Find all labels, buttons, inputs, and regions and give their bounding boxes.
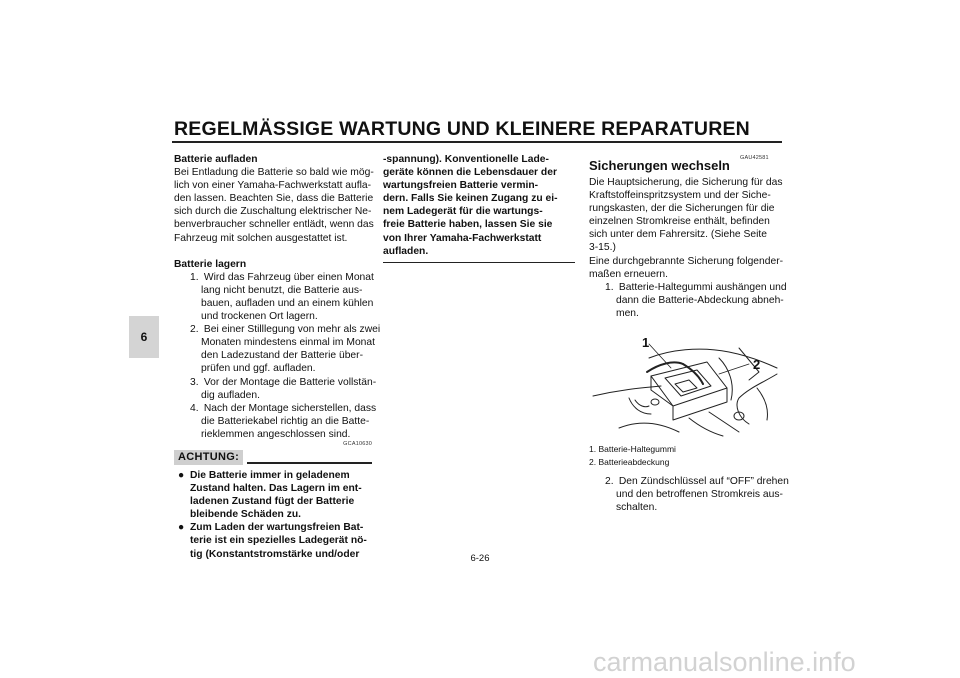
caution-end-divider bbox=[383, 262, 575, 264]
battery-illustration bbox=[589, 328, 782, 443]
caution-header bbox=[174, 450, 372, 465]
body-line: Kraftstoffeinspritzsystem und der Siche- bbox=[589, 190, 771, 202]
body-line: Die Hauptsicherung, die Sicherung für das bbox=[589, 177, 783, 188]
body-line: Eine durchgebrannte Sicherung folgender- bbox=[589, 255, 784, 267]
list-item: 3. Vor der Montage die Batterie vollstän- bbox=[190, 376, 377, 388]
caution-continued-line: wartungsfreien Batterie vermin- bbox=[383, 180, 539, 192]
page-number: 6-26 bbox=[470, 553, 490, 564]
caution-continued-line: freie Batterie haben, lassen Sie sie bbox=[383, 219, 553, 231]
column-1 bbox=[174, 153, 381, 561]
list-item: 1. Wird das Fahrzeug über einen Monat bbox=[190, 271, 374, 283]
list-number: 4. bbox=[190, 402, 199, 414]
body-line: lich von einer Yamaha-Fachwerkstatt aufla- bbox=[174, 180, 372, 192]
bullet-icon: ● bbox=[178, 522, 185, 534]
list-item-line: prüfen und ggf. aufladen. bbox=[201, 363, 316, 375]
figure-caption: 2. Batterieabdeckung bbox=[589, 457, 670, 468]
chapter-tab[interactable]: 6 bbox=[129, 316, 159, 358]
list-number: 3. bbox=[190, 376, 199, 388]
page-title: REGELMÄSSIGE WARTUNG UND KLEINERE REPARATUREN bbox=[174, 118, 750, 140]
list-item-line: die Batteriekabel richtig an die Batte- bbox=[201, 415, 370, 427]
list-item-line: und den betroffenen Stromkreis aus- bbox=[616, 489, 783, 501]
body-line: einzelnen Stromkreise enthält, befinden bbox=[589, 216, 770, 228]
list-number: 1. bbox=[190, 271, 199, 283]
list-item-line: lang nicht benutzt, die Batterie aus- bbox=[201, 284, 363, 296]
list-item-line: rieklemmen angeschlossen sind. bbox=[201, 428, 351, 440]
list-item: 2. Den Zündschlüssel auf “OFF” drehen bbox=[605, 476, 789, 488]
list-number: 2. bbox=[605, 476, 614, 488]
list-item-line: und trockenen Ort lagern. bbox=[201, 311, 318, 323]
list-number: 2. bbox=[190, 324, 199, 336]
reference-code: GAU42581 bbox=[740, 155, 769, 161]
list-item: 1. Batterie-Haltegummi aushängen und bbox=[605, 281, 787, 293]
reference-code: GCA10630 bbox=[343, 440, 372, 447]
list-item-line: Monaten mindestens einmal im Monat bbox=[201, 337, 375, 349]
list-number: 1. bbox=[605, 281, 614, 293]
caution-continued-line: dern. Falls Sie keinen Zugang zu ei- bbox=[383, 193, 558, 205]
body-line: Fahrzeug mit solchen ausgestattet ist. bbox=[174, 232, 348, 244]
caution-continued-line: nem Ladegerät für die wartungs- bbox=[383, 206, 543, 218]
caution-continued-line: von Ihrer Yamaha-Fachwerkstatt bbox=[383, 232, 542, 244]
figure-caption: 1. Batterie-Haltegummi bbox=[589, 444, 676, 455]
caution-continued-line: aufladen. bbox=[383, 245, 429, 257]
list-item-line: bauen, aufladen und an einem kühlen bbox=[201, 297, 374, 309]
body-line: maßen erneuern. bbox=[589, 268, 668, 280]
list-item: 4. Nach der Montage sicherstellen, dass bbox=[190, 402, 377, 414]
list-item-line: dig aufladen. bbox=[201, 389, 260, 401]
section-heading-store: Batterie lagern bbox=[174, 258, 247, 270]
bullet-icon: ● bbox=[178, 469, 185, 481]
body-line: den lassen. Beachten Sie, dass die Batterie bbox=[174, 193, 374, 205]
title-divider bbox=[172, 141, 782, 143]
body-line: 3-15.) bbox=[589, 242, 616, 254]
column-2 bbox=[383, 153, 575, 263]
caution-label: ACHTUNG: bbox=[174, 450, 243, 465]
watermark: carmanualsonline.info bbox=[593, 647, 856, 677]
caution-continued-line: geräte können die Lebensdauer der bbox=[383, 167, 557, 179]
list-item-line: men. bbox=[616, 307, 639, 319]
caution-bullet: ● Zum Laden der wartungsfreien Bat- terie ist ein spezielles Ladegerät nö- tig (Konstantstromstärke und/oder bbox=[174, 521, 372, 560]
body-line: Bei Entladung die Batterie so bald wie mög- bbox=[174, 167, 374, 179]
battery-figure bbox=[589, 328, 782, 443]
caution-bullet: ● Die Batterie immer in geladenem Zustand halten. Das Lagern im ent- ladenen Zustand fügt der Batterie bleibende Schäden zu. bbox=[174, 469, 372, 521]
column-3 bbox=[589, 153, 789, 514]
body-line: sich unter dem Fahrersitz. (Siehe Seite bbox=[589, 229, 767, 241]
caution-divider bbox=[247, 462, 372, 464]
list-item-line: schalten. bbox=[616, 502, 658, 514]
body-line: benverbraucher schneller entlädt, wenn das bbox=[174, 219, 374, 231]
section-heading-charge: Batterie aufladen bbox=[174, 154, 258, 165]
caution-continued-line: -spannung). Konventionelle Lade- bbox=[383, 154, 549, 165]
list-item-line: den Ladezustand der Batterie über- bbox=[201, 350, 364, 362]
list-item-line: dann die Batterie-Abdeckung abneh- bbox=[616, 294, 784, 306]
callout-1: 1 bbox=[642, 335, 650, 351]
list-item: 2. Bei einer Stilllegung von mehr als zwei bbox=[190, 324, 381, 336]
body-line: rungskasten, der die Sicherungen für die bbox=[589, 203, 775, 215]
callout-2: 2 bbox=[753, 357, 761, 373]
section-heading-fuses: Sicherungen wechseln bbox=[589, 158, 730, 173]
body-line: sich durch die Zuschaltung elektrischer Ne- bbox=[174, 206, 372, 218]
